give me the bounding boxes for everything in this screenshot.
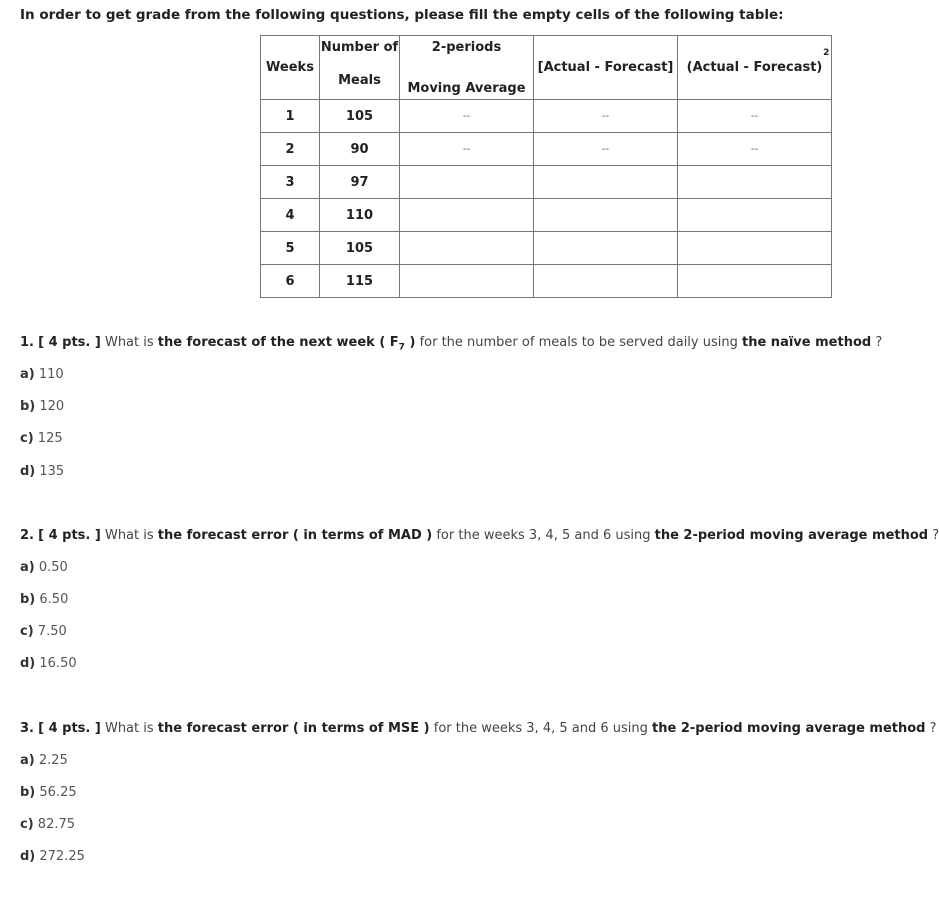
forecast-table (260, 35, 832, 298)
table-row (261, 265, 832, 298)
meals-cell: 97 (320, 166, 400, 199)
question-number: 1. (20, 335, 34, 350)
squared-error-cell[interactable] (678, 166, 832, 199)
header-squared-error: (Actual - Forecast) 2 (678, 36, 832, 100)
option-1d[interactable]: d) 135 (20, 464, 65, 479)
squared-error-cell: -- (678, 133, 832, 166)
option-1b[interactable]: b) 120 (20, 399, 65, 414)
table-row (261, 133, 832, 166)
header-absolute-error: [Actual - Forecast] (534, 36, 678, 100)
question-emphasis: the naïve method (742, 335, 872, 350)
absolute-error-cell: -- (534, 133, 678, 166)
instruction-text: In order to get grade from the following questions, please fill the empty cells of the following table: (20, 7, 784, 23)
option-3b[interactable]: b) 56.25 (20, 785, 77, 800)
header-moving-average: 2-periods Moving Average (400, 36, 534, 100)
week-cell: 3 (261, 166, 320, 199)
absolute-error-cell: -- (534, 100, 678, 133)
question-text: What is (104, 528, 154, 543)
option-1c[interactable]: c) 125 (20, 431, 63, 446)
table-row (261, 199, 832, 232)
question-text: for the number of meals to be served daily using (419, 335, 738, 350)
meals-cell: 105 (320, 232, 400, 265)
option-1a[interactable]: a) 110 (20, 367, 64, 382)
squared-error-cell[interactable] (678, 199, 832, 232)
option-3a[interactable]: a) 2.25 (20, 753, 68, 768)
week-cell: 5 (261, 232, 320, 265)
absolute-error-cell[interactable] (534, 232, 678, 265)
option-2d[interactable]: d) 16.50 (20, 656, 77, 671)
squared-error-cell[interactable] (678, 265, 832, 298)
week-cell: 2 (261, 133, 320, 166)
absolute-error-cell[interactable] (534, 265, 678, 298)
question-text: for the weeks 3, 4, 5 and 6 using (433, 721, 648, 736)
absolute-error-cell[interactable] (534, 199, 678, 232)
question-mark: ? (875, 335, 883, 350)
meals-cell: 110 (320, 199, 400, 232)
question-2 (20, 528, 939, 543)
header-number-of-meals: Number of Meals (320, 36, 400, 100)
question-emphasis: the forecast error ( in terms of MAD ) (157, 528, 433, 543)
week-cell: 6 (261, 265, 320, 298)
week-cell: 4 (261, 199, 320, 232)
meals-cell: 90 (320, 133, 400, 166)
meals-cell: 115 (320, 265, 400, 298)
question-points: [ 4 pts. ] (38, 335, 101, 350)
question-emphasis: the 2-period moving average method (654, 528, 929, 543)
week-cell: 1 (261, 100, 320, 133)
question-emphasis: the forecast of the next week ( $F_7$ ) (157, 335, 416, 353)
absolute-error-cell[interactable] (534, 166, 678, 199)
meals-cell: 105 (320, 100, 400, 133)
option-2a[interactable]: a) 0.50 (20, 560, 68, 575)
table-header-row (261, 36, 832, 100)
question-emphasis: the 2-period moving average method (652, 721, 926, 736)
squared-error-cell[interactable] (678, 232, 832, 265)
table-row (261, 232, 832, 265)
moving-average-cell[interactable] (400, 199, 534, 232)
table-row (261, 100, 832, 133)
question-1 (20, 335, 882, 353)
question-points: [ 4 pts. ] (38, 528, 101, 543)
question-mark: ? (929, 721, 937, 736)
question-mark: ? (932, 528, 939, 543)
moving-average-cell[interactable] (400, 166, 534, 199)
moving-average-cell: -- (400, 133, 534, 166)
option-3c[interactable]: c) 82.75 (20, 817, 76, 832)
question-number: 2. (20, 528, 34, 543)
squared-error-cell: -- (678, 100, 832, 133)
option-3d[interactable]: d) 272.25 (20, 849, 85, 864)
moving-average-cell[interactable] (400, 265, 534, 298)
moving-average-cell[interactable] (400, 232, 534, 265)
moving-average-cell: -- (400, 100, 534, 133)
option-2c[interactable]: c) 7.50 (20, 624, 67, 639)
option-2b[interactable]: b) 6.50 (20, 592, 69, 607)
question-points: [ 4 pts. ] (38, 721, 101, 736)
question-emphasis: the forecast error ( in terms of MSE ) (157, 721, 430, 736)
question-text: What is (104, 721, 154, 736)
question-text: for the weeks 3, 4, 5 and 6 using (436, 528, 651, 543)
question-text: What is (104, 335, 154, 350)
table-row (261, 166, 832, 199)
header-weeks: Weeks (261, 36, 320, 100)
question-3 (20, 721, 937, 736)
question-number: 3. (20, 721, 34, 736)
